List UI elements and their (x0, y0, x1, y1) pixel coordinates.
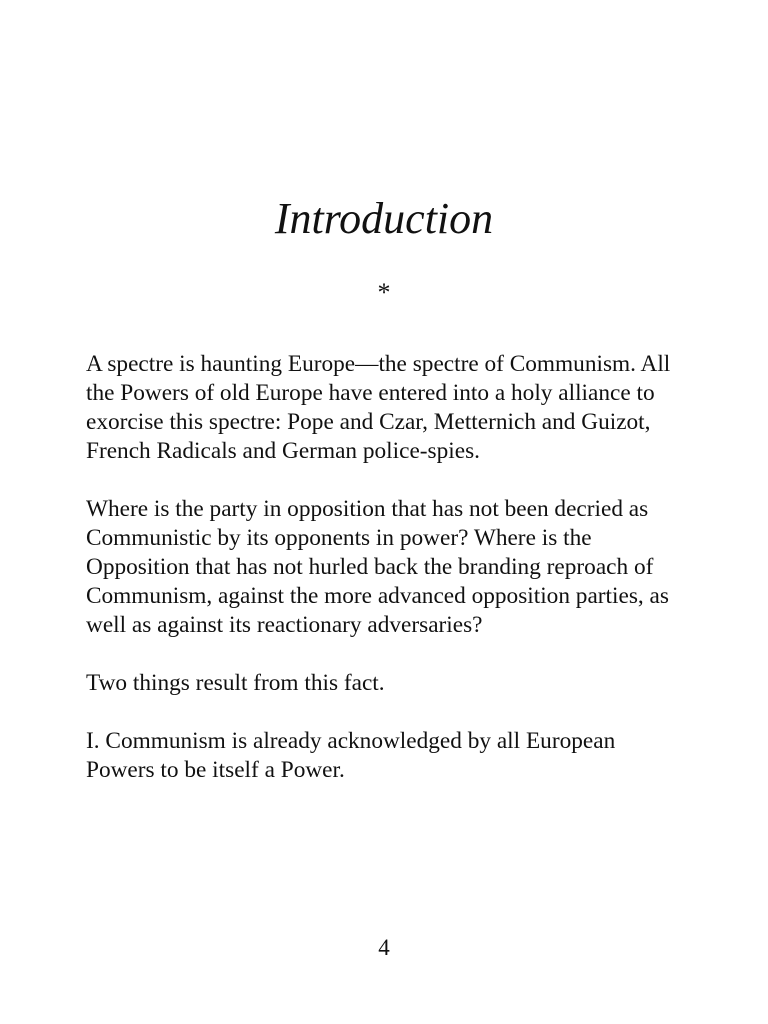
paragraph-4: I. Communism is already acknowledged by all European Powers to be itself a Power. (86, 728, 616, 783)
body-text (86, 350, 686, 814)
paragraph-1: A spectre is haunting Europe—the spectre of Communism. All the Powers of old Europe have entered into a holy alliance to exorcise this spectre: Pope and Czar, Metternich and Guizot, French Radicals and German police-spies. (86, 351, 671, 464)
page-number: 4 (378, 935, 390, 960)
section-ornament: * (377, 278, 391, 307)
paragraph-3: Two things result from this fact. (86, 670, 385, 696)
paragraph-2: Where is the party in opposition that has not been decried as Communistic by its opponents in power? Where is the Opposition that has not hurled back the branding reproach of Communism, against the more advanced opposition parties, as well as against its reactionary adversaries? (86, 496, 669, 638)
chapter-title: Introduction (274, 194, 494, 243)
